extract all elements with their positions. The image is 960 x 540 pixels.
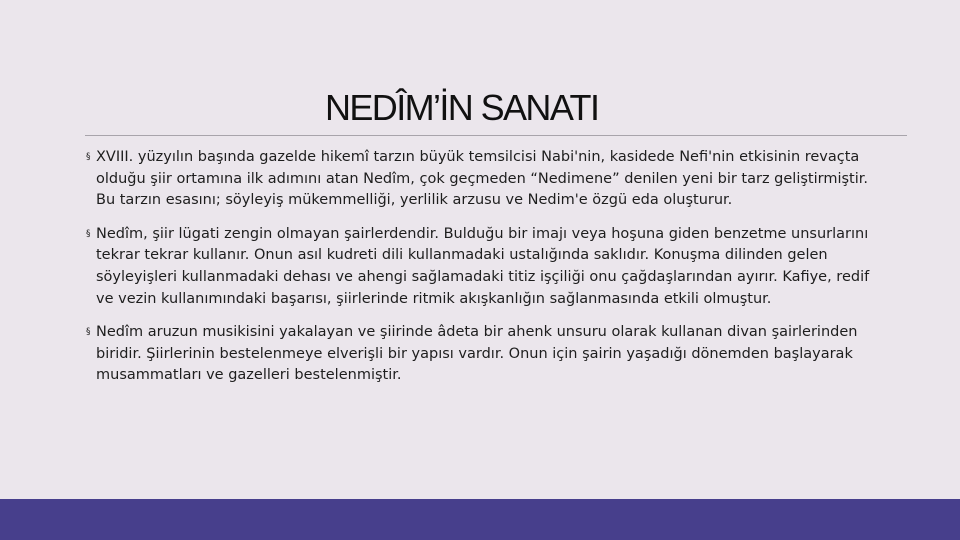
section-bullet-icon: § <box>86 152 91 162</box>
bullet-list <box>86 147 886 399</box>
title-divider <box>85 135 907 136</box>
bullet-item <box>86 224 886 310</box>
bullet-item <box>86 322 886 387</box>
bullet-text: Nedîm, şiir lügati zengin olmayan şairlerdendir. Bulduğu bir imajı veya hoşuna giden benzetme unsurlarını tekrar tekrar kullanır. Onun asıl kudreti dili kullanmadaki ustalığında saklıdır. Konuşma dilinden gelen söyleyişleri kullanmadaki dehası ve ahengi sağlamadaki titiz işçiliği onu çağdaşlarından ayırır. Kafiye, redif ve vezin kullanımındaki başarısı, şiirlerinde ritmik akışkanlığın sağlanmasında etkili olmuştur. <box>96 225 870 307</box>
footer-band <box>0 499 960 540</box>
bullet-text: XVIII. yüzyılın başında gazelde hikemî tarzın büyük temsilcisi Nabi'nin, kasidede Nefi'nin etkisinin revaçta olduğu şiir ortamına ilk adımını atan Nedîm, çok geçmeden “Nedimene” denilen yeni bir tarz geliştirmiştir. Bu tarzın esasını; söyleyiş mükemmelliği, yerlilik arzusu ve Nedim'e özgü eda oluşturur. <box>96 149 868 209</box>
bullet-item <box>86 147 886 212</box>
section-bullet-icon: § <box>86 228 91 239</box>
section-bullet-icon: § <box>86 327 91 338</box>
bullet-text: Nedîm aruzun musikisini yakalayan ve şiirinde âdeta bir ahenk unsuru olarak kullanan divan şairlerinden biridir. Şiirlerinin bestelenmeye elverişli bir yapısı vardır. Onun için şairin yaşadığı dönemden başlayarak musammatları ve gazelleri bestelenmiştir. <box>96 324 858 384</box>
slide-title: NEDÎM’İN SANATI <box>325 87 599 128</box>
